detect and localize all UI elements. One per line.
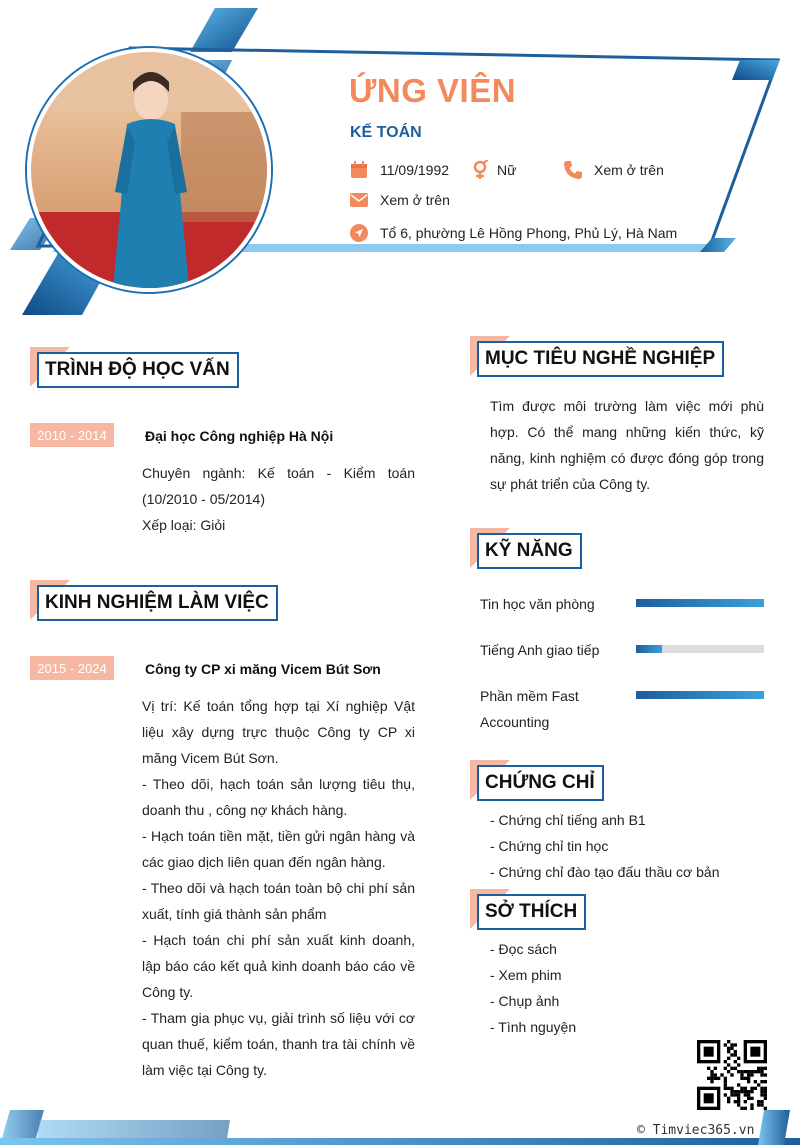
location-icon (349, 223, 369, 243)
birthday-item (349, 160, 449, 180)
experience-period: 2015 - 2024 (30, 656, 114, 680)
education-line: Chuyên ngành: Kế toán - Kiểm toán (10/2010 - 05/2014) (142, 465, 415, 507)
email-text: Xem ở trên (380, 192, 450, 208)
list-item: - Tình nguyện (490, 1019, 577, 1035)
list-item: - Chụp ảnh (490, 993, 560, 1009)
address-item (349, 223, 677, 243)
hobbies-title: SỞ THÍCH (477, 894, 586, 930)
education-period: 2010 - 2014 (30, 423, 114, 447)
objective-title: MỤC TIÊU NGHỀ NGHIỆP (477, 341, 724, 377)
calendar-icon (349, 160, 369, 180)
email-icon (349, 190, 369, 210)
email-item (349, 190, 450, 210)
list-item: - Chứng chỉ tin học (490, 838, 609, 854)
objective-text: Tìm được môi trường làm việc mới phù hợp. Có thể mang những kiến thức, kỹ năng, kinh nghiệm có được đóng góp trong sự phát triển của Công ty. (490, 398, 764, 492)
experience-line: Vị trí: Kế toán tổng hợp tại Xí nghiệp Vật liệu xây dựng trực thuộc Công ty CP xi măng Vicem Bút Sơn. (142, 698, 415, 766)
birthday-text: 11/09/1992 (380, 162, 450, 178)
phone-item (563, 160, 664, 180)
job-title: KẾ TOÁN (350, 124, 422, 141)
experience-line: - Theo dõi, hạch toán sản lượng tiêu thụ, doanh thu , công nợ khách hàng. (142, 776, 415, 818)
gender-icon (473, 160, 489, 180)
phone-icon (563, 160, 583, 180)
experience-line: - Tham gia phục vụ, giải trình số liệu với cơ quan thuế, kiểm toán, thanh tra tài chính về làm việc tại Công ty. (142, 1010, 415, 1078)
gender-item (473, 160, 516, 180)
list-item: - Chứng chỉ tiếng anh B1 (490, 812, 646, 828)
skills-title: KỸ NĂNG (477, 533, 582, 569)
education-details (142, 460, 415, 538)
experience-line: - Theo dõi và hạch toán toàn bộ chi phí sản xuất, tính giá thành sản phẩm (142, 880, 415, 922)
list-item: - Chứng chỉ đào tạo đấu thầu cơ bản (490, 864, 720, 880)
list-item: - Xem phim (490, 967, 562, 983)
phone-text: Xem ở trên (594, 162, 664, 178)
education-line: Xếp loại: Giỏi (142, 517, 226, 533)
skill-level-bar (636, 599, 764, 607)
list-item: - Đọc sách (490, 941, 557, 957)
education-title: TRÌNH ĐỘ HỌC VẤN (37, 352, 239, 388)
experience-company: Công ty CP xi măng Vicem Bút Sơn (145, 661, 381, 677)
candidate-name: ỨNG VIÊN (349, 72, 517, 109)
certificates-title: CHỨNG CHỈ (477, 765, 604, 801)
skill-level-bar (636, 691, 764, 699)
address-text: Tổ 6, phường Lê Hồng Phong, Phủ Lý, Hà Nam (380, 225, 678, 241)
certificates-list (490, 807, 719, 885)
experience-title: KINH NGHIỆM LÀM VIỆC (37, 585, 278, 621)
education-school: Đại học Công nghiệp Hà Nội (145, 428, 334, 444)
skill-level-bar (636, 645, 764, 653)
hobbies-list (490, 936, 576, 1040)
experience-line: - Hạch toán tiền mặt, tiền gửi ngân hàng và các giao dịch liên quan đến ngân hàng. (142, 828, 415, 870)
copyright-text: © Timviec365.vn (637, 1123, 755, 1138)
skill-name: Tiếng Anh giao tiếp (480, 642, 600, 658)
experience-line: - Hạch toán chi phí sản xuất kinh doanh, lập báo cáo kết quả kinh doanh báo cáo về Công ty. (142, 932, 415, 1000)
gender-text: Nữ (497, 162, 517, 178)
skill-name: Tin học văn phòng (480, 596, 595, 612)
skill-name: Phần mềm Fast Accounting (480, 688, 579, 730)
experience-details (142, 693, 415, 1083)
avatar (27, 48, 271, 292)
